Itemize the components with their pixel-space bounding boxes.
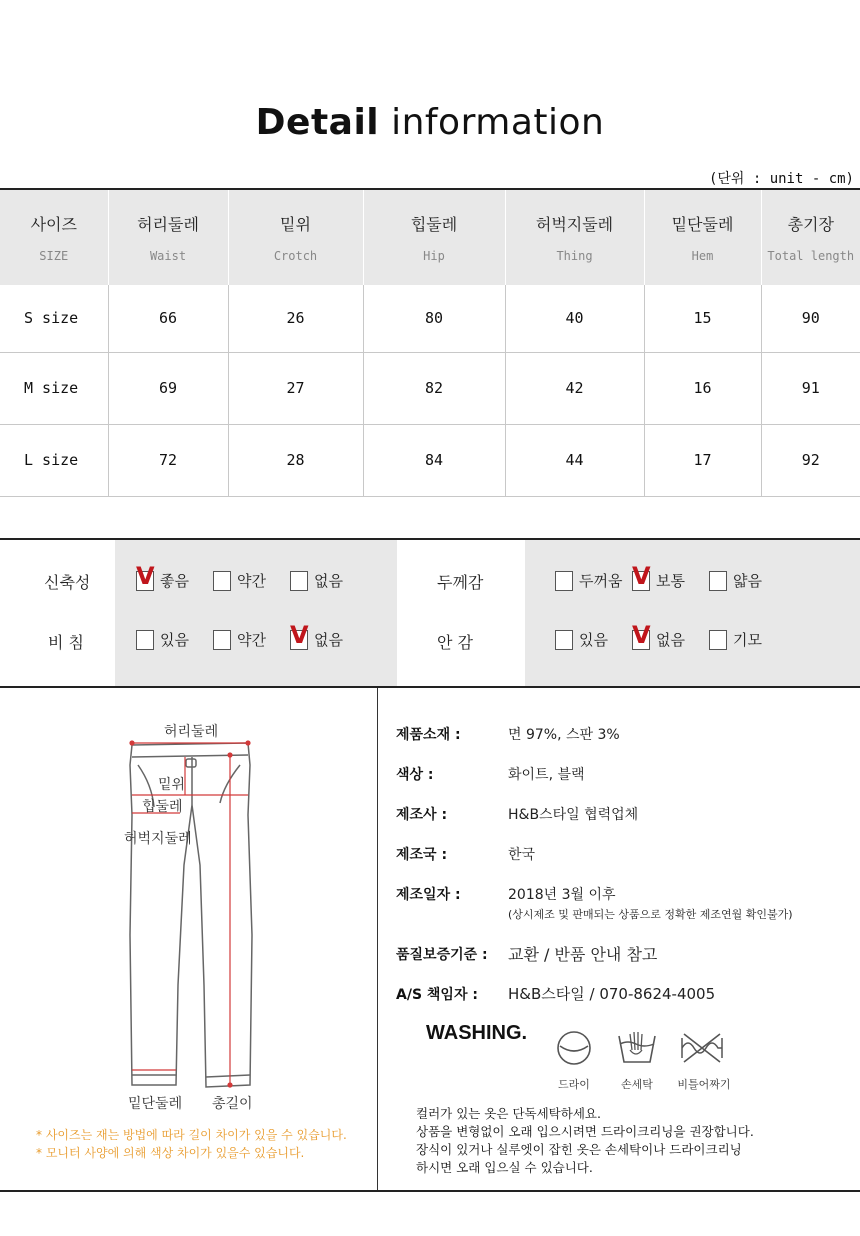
- note-monitor: * 모니터 사양에 의해 색상 차이가 있을수 있습니다.: [36, 1146, 305, 1160]
- page-bottom-rule: [0, 1190, 860, 1192]
- header-ko: 밑위: [280, 215, 311, 234]
- header-thigh: [505, 190, 644, 285]
- hem-cell: 15: [644, 285, 761, 352]
- diagram-hip-label: 힙둘레: [142, 799, 183, 815]
- washing-desc-line: 상품을 변형없이 오래 입으시려면 드라이크리닝을 권장합니다.: [416, 1124, 754, 1139]
- spec-material-value: 면 97%, 스판 3%: [508, 727, 620, 743]
- option-label: 있음: [160, 631, 189, 649]
- washing-title: WASHING.: [426, 1022, 528, 1044]
- spec-as-label: A/S 책임자 :: [396, 987, 478, 1003]
- waist-cell: 72: [108, 424, 228, 496]
- table-row: [0, 285, 860, 352]
- crotch-cell: 28: [228, 424, 363, 496]
- spec-date-note: (상시제조 및 판매되는 상품으로 정확한 제조연월 확인불가): [508, 908, 793, 921]
- table-row: [0, 424, 860, 496]
- checkbox[interactable]: [632, 620, 651, 650]
- diagram-hem-label: 밑단둘레: [128, 1096, 183, 1112]
- crotch-cell: 27: [228, 352, 363, 424]
- header-ko: 밑단둘레: [671, 215, 734, 234]
- check-mark-icon: V: [290, 620, 309, 649]
- hand-wash-label: 손세탁: [621, 1078, 653, 1091]
- see-through-option-none[interactable]: [290, 620, 343, 650]
- lining-option-none[interactable]: [632, 620, 685, 650]
- thickness-option-thin[interactable]: [709, 570, 762, 591]
- check-mark-icon: V: [632, 561, 651, 590]
- header-en: Hip: [423, 249, 445, 263]
- unit-label: (단위 : unit - cm): [708, 171, 854, 187]
- spec-date-label: 제조일자 :: [396, 887, 461, 903]
- waist-cell: 69: [108, 352, 228, 424]
- properties-right-bg: [525, 540, 860, 686]
- lining-option-fleece[interactable]: [709, 629, 762, 650]
- size-cell: S size: [0, 285, 108, 352]
- spec-material-label: 제품소재 :: [396, 727, 461, 743]
- checkbox[interactable]: [136, 561, 155, 591]
- check-mark-icon: V: [136, 561, 155, 590]
- option-label: 기모: [733, 631, 762, 649]
- size-cell: L size: [0, 424, 108, 496]
- spec-warranty-label: 품질보증기준 :: [396, 947, 488, 963]
- diagram-thigh-label: 허벅지둘레: [124, 831, 192, 847]
- properties-left-bg: [115, 540, 397, 686]
- option-label: 없음: [314, 572, 343, 590]
- checkbox[interactable]: [213, 630, 231, 650]
- diagram-crotch-label: 밑위: [158, 777, 186, 793]
- hip-cell: 84: [363, 424, 505, 496]
- lining-label: 안 감: [437, 633, 473, 652]
- stretch-option-slight[interactable]: [213, 570, 266, 591]
- checkbox[interactable]: [709, 571, 727, 591]
- option-label: 좋음: [160, 572, 189, 590]
- header-hem: [644, 190, 761, 285]
- thigh-cell: 40: [505, 285, 644, 352]
- dry-clean-icon: [556, 1030, 592, 1066]
- hand-wash-icon: [616, 1030, 658, 1066]
- stretch-option-none[interactable]: [290, 570, 343, 591]
- header-size: [0, 190, 108, 285]
- option-label: 약간: [237, 631, 266, 649]
- hem-cell: 17: [644, 424, 761, 496]
- size-table: [0, 190, 860, 497]
- dry-clean-label: 드라이: [558, 1078, 590, 1091]
- size-table-header: [0, 190, 860, 285]
- header-hip: [363, 190, 505, 285]
- spec-as-value: H&B스타일 / 070-8624-4005: [508, 985, 716, 1003]
- hip-cell: 82: [363, 352, 505, 424]
- checkbox[interactable]: [290, 620, 309, 650]
- header-en: Crotch: [273, 249, 318, 263]
- waist-cell: 66: [108, 285, 228, 352]
- see-through-option-slight[interactable]: [213, 629, 266, 650]
- spec-country-label: 제조국 :: [396, 847, 448, 863]
- lining-option-yes[interactable]: [555, 629, 608, 650]
- title-bold: Detail: [255, 102, 380, 143]
- check-mark-icon: V: [632, 620, 651, 649]
- header-ko: 사이즈: [30, 215, 77, 234]
- washing-desc-line: 하시면 오래 입으실 수 있습니다.: [416, 1160, 593, 1175]
- page-title: [0, 102, 860, 143]
- spec-date-value: 2018년 3월 이후: [508, 887, 616, 903]
- checkbox[interactable]: [136, 630, 154, 650]
- see-through-label: 비 침: [48, 633, 84, 652]
- option-label: 약간: [237, 572, 266, 590]
- header-waist: [108, 190, 228, 285]
- header-crotch: [228, 190, 363, 285]
- stretch-option-good[interactable]: [136, 561, 189, 591]
- spec-maker-label: 제조사 :: [396, 807, 448, 823]
- diagram-length-label: 총길이: [212, 1096, 253, 1112]
- no-wring-icon: [678, 1030, 726, 1066]
- option-label: 없음: [656, 631, 685, 649]
- spec-country-value: 한국: [508, 847, 536, 863]
- table-row: [0, 352, 860, 424]
- washing-description: [416, 1105, 754, 1177]
- pants-diagram-icon: [120, 735, 260, 1095]
- washing-desc-line: 컬러가 있는 옷은 단독세탁하세요.: [416, 1106, 601, 1121]
- length-cell: 91: [761, 352, 860, 424]
- checkbox[interactable]: [290, 571, 308, 591]
- size-cell: M size: [0, 352, 108, 424]
- properties-section: [0, 540, 860, 686]
- header-ko: 허벅지둘레: [535, 215, 614, 234]
- checkbox[interactable]: [709, 630, 727, 650]
- header-ko: 힙둘레: [410, 215, 458, 234]
- hem-cell: 16: [644, 352, 761, 424]
- option-label: 얇음: [733, 572, 762, 590]
- option-label: 두꺼움: [579, 572, 623, 590]
- thickness-option-normal[interactable]: [632, 561, 685, 591]
- spec-warranty-value: 교환 / 반품 안내 참고: [508, 945, 658, 964]
- header-en: Waist: [149, 249, 187, 263]
- stretch-label: 신축성: [44, 573, 91, 592]
- header-en: Hem: [691, 249, 714, 263]
- washing-desc-line: 장식이 있거나 실루엣이 잡힌 옷은 손세탁이나 드라이크리닝: [416, 1142, 742, 1157]
- checkbox[interactable]: [632, 561, 651, 591]
- checkbox[interactable]: [555, 630, 573, 650]
- header-length: [761, 190, 860, 285]
- option-label: 보통: [656, 572, 685, 590]
- header-en: Total length: [767, 249, 855, 263]
- header-ko: 총기장: [787, 215, 834, 234]
- title-rest: information: [379, 102, 605, 143]
- spec-maker-value: H&B스타일 협력업체: [508, 807, 639, 823]
- thigh-cell: 42: [505, 352, 644, 424]
- option-label: 없음: [314, 631, 343, 649]
- hip-cell: 80: [363, 285, 505, 352]
- header-en: SIZE: [39, 249, 69, 263]
- header-ko: 허리둘레: [137, 215, 199, 234]
- spec-color-value: 화이트, 블랙: [508, 767, 585, 783]
- length-cell: 92: [761, 424, 860, 496]
- thickness-option-thick[interactable]: [555, 570, 622, 591]
- crotch-cell: 26: [228, 285, 363, 352]
- checkbox[interactable]: [555, 571, 573, 591]
- option-label: 있음: [579, 631, 608, 649]
- diagram-waist-label: 허리둘레: [164, 724, 219, 740]
- header-en: Thing: [556, 249, 593, 263]
- spec-color-label: 색상 :: [396, 767, 434, 783]
- length-cell: 90: [761, 285, 860, 352]
- no-wring-label: 비틀어짜기: [677, 1078, 731, 1091]
- section-divider: [377, 688, 378, 1192]
- see-through-option-yes[interactable]: [136, 629, 189, 650]
- thigh-cell: 44: [505, 424, 644, 496]
- checkbox[interactable]: [213, 571, 231, 591]
- thickness-label: 두께감: [437, 573, 484, 592]
- note-measurement: * 사이즈는 재는 방법에 따라 길이 차이가 있을 수 있습니다.: [36, 1128, 347, 1142]
